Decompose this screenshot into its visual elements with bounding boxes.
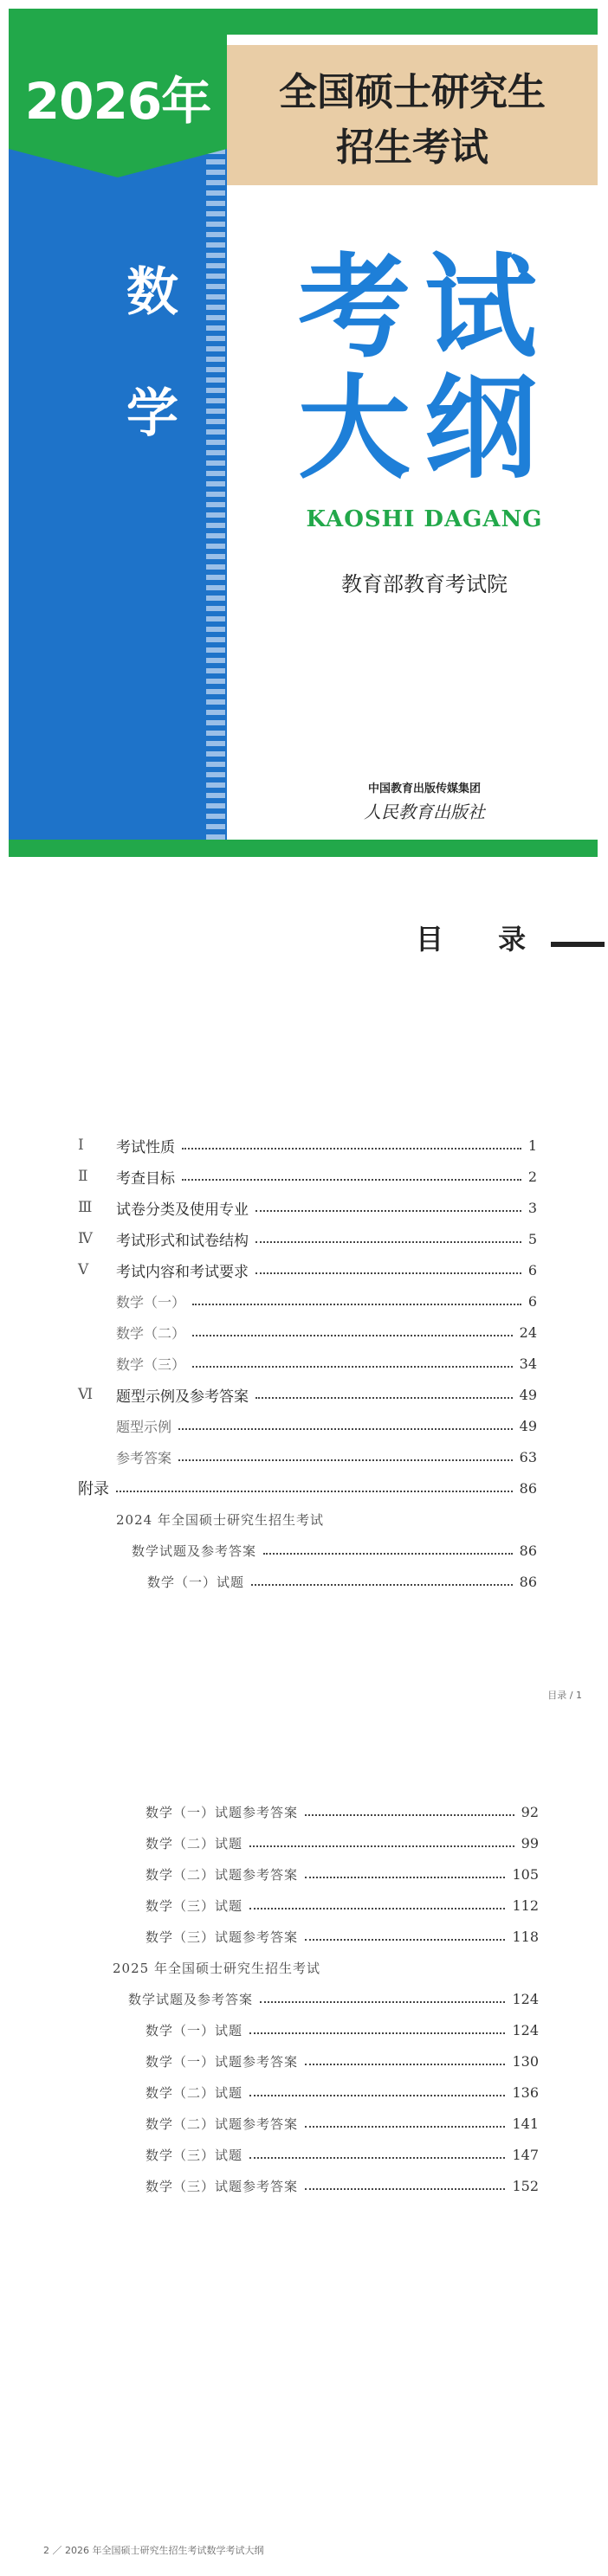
toc-entry-label: 数学试题及参考答案 xyxy=(132,1542,257,1559)
toc-entry-page: 49 xyxy=(519,1386,537,1403)
cover-author: 教育部教育考试院 xyxy=(341,572,508,596)
toc-entry-page: 5 xyxy=(527,1230,537,1247)
toc-entry-label: 数学（三） xyxy=(116,1356,186,1373)
toc-leader-dots xyxy=(192,1335,513,1336)
toc-entry-label: 数学（二）试题 xyxy=(146,1835,243,1852)
toc-entry-page: 2 xyxy=(527,1168,537,1185)
toc-subentry[interactable] xyxy=(146,1894,539,1916)
toc-entry-label: 数学（三）试题 xyxy=(146,2147,243,2163)
toc-entry[interactable] xyxy=(78,1383,537,1406)
toc-entry[interactable] xyxy=(78,1134,537,1156)
toc-leader-dots xyxy=(305,1814,514,1816)
toc-leader-dots xyxy=(255,1210,521,1212)
toc-entry-label: 数学（二）试题 xyxy=(146,2084,243,2101)
toc-leader-dots xyxy=(255,1241,521,1243)
toc-leader-dots xyxy=(255,1397,513,1399)
toc-entry-label: 数学（二）试题参考答案 xyxy=(146,1866,299,1883)
toc-entry-label: 数学（二） xyxy=(116,1324,186,1342)
toc-entry-label: 考试形式和试卷结构 xyxy=(116,1232,249,1250)
title-pinyin: KAOSHI DAGANG xyxy=(306,506,543,532)
toc-subentry[interactable] xyxy=(146,1863,539,1885)
toc-entry-page: 147 xyxy=(512,2146,539,2163)
toc-entry-label: 数学（二）试题参考答案 xyxy=(146,2116,299,2132)
toc-entry-label: 考查目标 xyxy=(116,1169,175,1188)
toc-entry-page: 124 xyxy=(512,2021,539,2038)
toc-entry-page: 86 xyxy=(519,1542,537,1559)
toc-subentry[interactable] xyxy=(116,1321,537,1343)
toc-entry[interactable] xyxy=(78,1227,537,1250)
toc-subentry[interactable] xyxy=(146,2112,539,2135)
toc-subentry[interactable] xyxy=(128,1987,539,2010)
toc-entry-label: 考试内容和考试要求 xyxy=(116,1263,249,1281)
toc-entry[interactable] xyxy=(78,1196,537,1219)
exam-title-line-2: 招生考试 xyxy=(336,126,488,170)
toc-entry-label: 考试性质 xyxy=(116,1138,175,1156)
bottom-green-band xyxy=(9,840,598,857)
toc-entry-page: 99 xyxy=(521,1834,539,1852)
toc-leader-dots xyxy=(263,1553,513,1555)
toc-entry-label: 数学（一）试题 xyxy=(146,2022,243,2038)
toc-entry-label: 试卷分类及使用专业 xyxy=(116,1201,249,1219)
toc-entry-number: Ⅴ xyxy=(78,1261,89,1278)
toc-entry-page: 49 xyxy=(519,1417,537,1434)
toc-leader-dots xyxy=(249,2032,505,2034)
book-cover xyxy=(0,0,608,866)
toc-leader-dots xyxy=(255,1272,521,1274)
subject-char-2: 学 xyxy=(126,383,178,444)
toc-entry-page: 105 xyxy=(512,1865,539,1883)
toc-entry-page: 6 xyxy=(527,1292,537,1310)
toc-subentry[interactable] xyxy=(146,1800,539,1823)
publisher-logo-text: 人民教育出版社 xyxy=(364,802,485,822)
toc-subentry[interactable] xyxy=(116,1290,537,1312)
toc-leader-dots xyxy=(192,1366,513,1368)
toc-entry-page: 6 xyxy=(527,1261,537,1278)
toc-heading-2025[interactable] xyxy=(113,1956,539,1979)
toc-entry-page: 24 xyxy=(519,1323,537,1341)
toc-entry-label: 数学（一） xyxy=(116,1293,186,1311)
main-title-line-1: 考试 xyxy=(297,242,551,373)
toc-leader-dots xyxy=(305,2064,505,2065)
toc-title-bar xyxy=(551,942,605,947)
toc-entry[interactable] xyxy=(78,1259,537,1281)
top-green-band xyxy=(9,9,598,35)
toc-entry-page: 152 xyxy=(512,2177,539,2194)
toc-entry-label: 题型示例 xyxy=(116,1418,172,1435)
toc-entry-page: 130 xyxy=(512,2052,539,2070)
toc-entry-page: 86 xyxy=(519,1479,537,1497)
toc-entry-page: 34 xyxy=(519,1355,537,1372)
toc-leader-dots xyxy=(116,1491,513,1492)
toc-leader-dots xyxy=(249,1908,505,1909)
toc-entry-page: 112 xyxy=(512,1897,539,1914)
toc-entry-label: 数学（一）试题 xyxy=(147,1574,245,1590)
publisher-group: 中国教育出版传媒集团 xyxy=(367,782,481,795)
toc-leader-dots xyxy=(249,1845,514,1847)
toc-leader-dots xyxy=(182,1148,521,1150)
toc-entry-label: 数学（一）试题参考答案 xyxy=(146,2053,299,2070)
toc-subentry[interactable] xyxy=(146,1832,539,1854)
main-title-line-2: 大纲 xyxy=(297,363,551,494)
toc-entry-label: 附录 xyxy=(78,1480,109,1498)
toc-entry-number: Ⅵ xyxy=(78,1386,94,1403)
subject-char-1: 数 xyxy=(126,262,178,323)
toc-title: 目 录 xyxy=(416,923,549,956)
toc-entry-number: Ⅲ xyxy=(78,1199,93,1216)
toc-subentry[interactable] xyxy=(146,2019,539,2041)
toc-entry-page: 3 xyxy=(527,1199,537,1216)
toc-subentry[interactable] xyxy=(146,2143,539,2166)
toc-entry-appendix[interactable] xyxy=(78,1477,537,1499)
toc-subentry[interactable] xyxy=(147,1570,537,1593)
toc-entry-label: 数学（三）试题参考答案 xyxy=(146,2178,299,2194)
toc-entry-label: 数学（三）试题 xyxy=(146,1897,243,1914)
toc-page-2 xyxy=(0,1731,608,2576)
toc-entry-page: 124 xyxy=(512,1990,539,2007)
toc-subentry[interactable] xyxy=(146,2050,539,2072)
toc-entry-page: 136 xyxy=(512,2083,539,2101)
toc-leader-dots xyxy=(305,1877,505,1878)
toc-entry-label: 数学试题及参考答案 xyxy=(128,1991,254,2007)
toc-subentry[interactable] xyxy=(116,1352,537,1375)
toc-entry[interactable] xyxy=(78,1165,537,1188)
toc-leader-dots xyxy=(305,2188,505,2190)
ribbon-stripes xyxy=(206,35,225,840)
toc-entry-number: Ⅰ xyxy=(78,1137,84,1154)
exam-title-line-1: 全国硕士研究生 xyxy=(279,70,546,114)
toc-entry-label: 2024 年全国硕士研究生招生考试 xyxy=(116,1511,324,1528)
toc-leader-dots xyxy=(178,1459,513,1461)
toc-entry-page: 86 xyxy=(519,1573,537,1590)
toc-subentry[interactable] xyxy=(146,2081,539,2103)
toc-entry-page: 63 xyxy=(519,1448,537,1465)
toc-entry-label: 2025 年全国硕士研究生招生考试 xyxy=(113,1960,320,1976)
toc-subentry[interactable] xyxy=(116,1414,537,1437)
toc-entry-page: 1 xyxy=(527,1137,537,1154)
toc-entry-label: 参考答案 xyxy=(116,1449,172,1466)
toc-leader-dots xyxy=(260,2001,505,2003)
page-footer: 2 ／ 2026 年全国硕士研究生招生考试数学考试大纲 xyxy=(43,2545,264,2556)
toc-subentry[interactable] xyxy=(146,2174,539,2197)
toc-entry-label: 数学（一）试题参考答案 xyxy=(146,1804,299,1820)
toc-leader-dots xyxy=(192,1304,521,1305)
toc-leader-dots xyxy=(251,1584,513,1586)
toc-subentry[interactable] xyxy=(132,1539,537,1562)
toc-entry-label: 数学（三）试题参考答案 xyxy=(146,1929,299,1945)
toc-entry-page: 118 xyxy=(512,1928,539,1945)
toc-entry-page: 92 xyxy=(521,1803,539,1820)
toc-entry-label: 题型示例及参考答案 xyxy=(116,1388,249,1406)
toc-leader-dots xyxy=(305,2126,505,2128)
toc-leader-dots xyxy=(178,1428,513,1430)
toc-page-1 xyxy=(0,866,608,1731)
toc-leader-dots xyxy=(249,2095,505,2096)
toc-leader-dots xyxy=(305,1939,505,1941)
toc-entry-number: Ⅱ xyxy=(78,1168,88,1185)
page-footer: 目录 / 1 xyxy=(547,1690,582,1701)
toc-entry-number: Ⅳ xyxy=(78,1230,93,1247)
toc-entry-page: 141 xyxy=(512,2115,539,2132)
toc-subentry[interactable] xyxy=(146,1925,539,1948)
toc-leader-dots xyxy=(182,1179,521,1181)
toc-subentry[interactable] xyxy=(116,1446,537,1468)
toc-heading-2024[interactable] xyxy=(116,1508,537,1530)
toc-leader-dots xyxy=(249,2157,505,2159)
cover-year: 2026年 xyxy=(24,72,211,131)
